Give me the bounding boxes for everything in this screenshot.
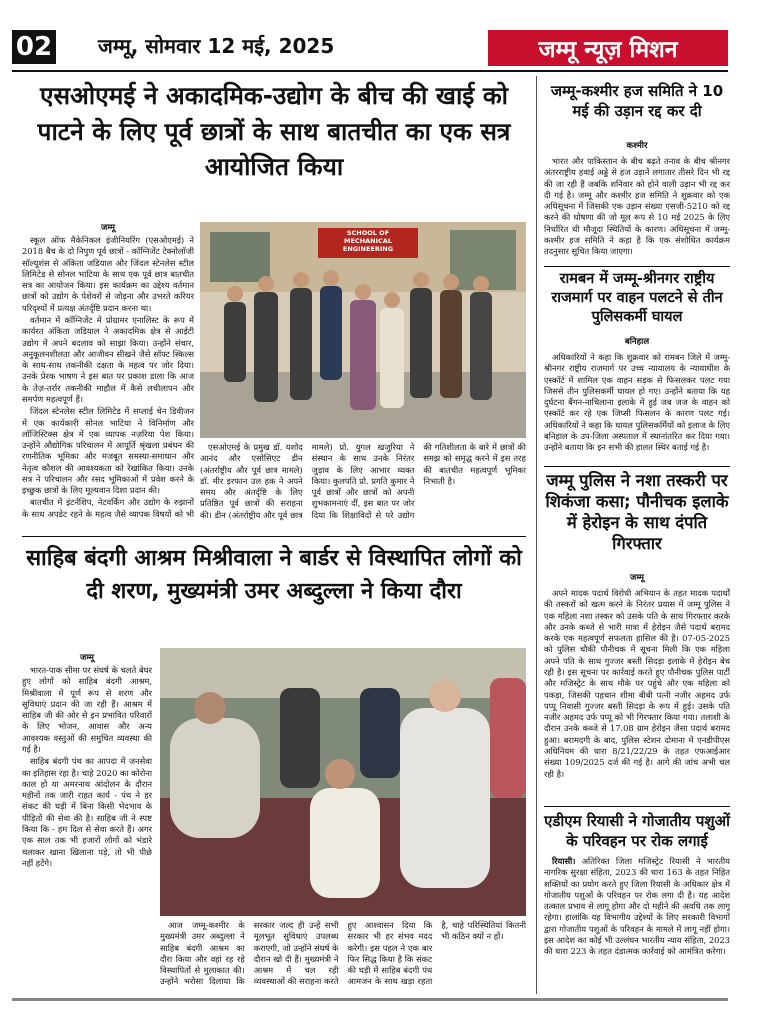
sidebar-body-police: अपने मादक पदार्थ विरोधी अभियान के तहत मादक पदार्थों की तस्करों को खत्म करने के निरंतर प्रयास में जम्मू पुलिस ने एक महिला नशा तस्कर को उसके पति के साथ गिरफ्तार करके और उनके कब्जे से भारी मात्रा में हेरोइन जैसे पदार्थ बरामद करके एक महत्वपूर्ण सफलता हासिल की है। 07-05-2025 को पुलिस चौकी पौनीचक में सूचना मिली कि एक महिला अपने पति के साथ गुज्जर बस्ती सिदड़ा इलाके में हेरोइन बेच रही है। इस सूचना पर कार्रवाई करते हुए पौनीचक पुलिस पार्टी और मजिस्ट्रेट के साथ मौके पर पहुंचे और एक महिला को पकड़ा, जिसकी पहचान शीमा बीबी पत्नी नजीर अहमद उर्फ पप्पू निवासी गुज्जर बस्ती सिदड़ा के रूप में हुई। उसके पति नजीर अहमद उर्फ पप्पू को भी गिरफ्तार किया गया। तलाशी के दौरान उनके कब्जे से 17.08 ग्राम हेरोइन जैसा पदार्थ बरामद हुआ। बरामदगी के बाद, पुलिस स्टेशन दोमाना में एनडीपीएस अधिनियम की धारा 8/21/22/29 के तहत एफआईआर संख्या 109/2025 दर्ज की गई है। आगे की जांच अभी चल रही है। [544,588,730,779]
header-rule [12,70,728,72]
footer-rule [12,998,728,1001]
story1-photo [200,222,526,438]
sidebar-body-hajj: भारत और पाकिस्तान के बीच बढ़ते तनाव के बीच श्रीनगर अंतरराष्ट्रीय हवाई अड्डे से हज उड़ानें लगातार तीसरे दिन भी रद्द की जा रही हैं जबकि शनिवार को होने वाली उड़ान भी रद्द कर दी गई है। जम्मू और कश्मीर हज समिति ने शुक्रवार को एक अधिसूचना में जिसकी एक उड़ान संख्या एसजी-5210 को रद्द करने की घोषणा की जो मूल रूप से 10 मई 2025 के लिए निर्धारित थी मौजूदा स्थितियों के कारण। अधिसूचना में जम्मू-कश्मीर हज समिति ने कहा है कि एक संशोधित कार्यक्रम तदनुसार सूचित किया जाएगा। [544,156,730,257]
story-divider [22,536,526,537]
story2-photo [160,648,526,916]
sidebar-headline-reasi: एडीएम रियासी ने गोजातीय पशुओं के परिवहन पर रोक लगाई [544,812,730,850]
story1-para: बातचीत में इंटर्नशिप, नेटवर्किंग और उद्योग के रुझानों के साथ अपडेट रहने के महत्व जैसे व्यापक विषयों को भी [22,497,194,519]
story1-para: एसओएमई के प्रमुख डॉ. यशोद आनंद और एसोसिएट डीन (अंतर्राष्ट्रीय और पूर्व छात्र मामले) डॉ. मीर इरफान उल हक ने अपने समय और अंतर्दृष्टि के लिए प्रतिष्ठित पूर्व छात्रों की सराहना की। डीन (अंतर्राष्ट्रीय और पूर्व छात्र मामले) प्रो. युगल खजुरिया ने संस्थान के साथ उनके निरंतर जुड़ाव के लिए आभार व्यक्त किया। कुलपति प्रो. प्रगति कुमार ने पूर्व छात्रों और छात्रों को अपनी शुभकामनाएं दीं, इस बात पर जोर दिया कि शिक्षाविदों से परे उद्योग की गतिशीलता के बारे में छात्रों की समझ को समृद्ध करने में इस तरह की बातचीत महत्वपूर्ण भूमिका निभाती है। [200,442,526,520]
sidebar-divider [544,466,730,467]
sidebar-location-police: जम्मू [630,573,644,583]
sidebar-divider [544,806,730,807]
sidebar-headline-hajj: जम्मू-कश्मीर हज समिति ने 10 मई की उड़ान रद्द कर दी [550,82,724,120]
column-divider [536,76,537,994]
sidebar-location-ramban: बनिहाल [624,337,650,347]
story1-text-bottom [200,442,526,528]
story1-location: जम्मू [101,223,115,233]
story1-para: स्कूल ऑफ मैकेनिकल इंजीनियरिंग (एसओएमई) ने 2018 बैच के दो निपुण पूर्व छात्रों - कॉग्निजेंट टेक्नोलॉजी सॉल्यूशंस से अंकिता जडियाल और जिंदल स्टेनलेस स्टील लिमिटेड से सोनल भाटिया के साथ एक पूर्व छात्र बातचीत सत्र का आयोजन किया। इस कार्यक्रम का उद्देश्य वर्तमान छात्रों को उद्योग के पेशेवरों से जोड़ना और उभरते करियर परिदृश्यों में प्रत्यक्ष अंतर्दृष्टि प्रदान करना था। [22,235,194,313]
ashram-visit-photo-illustration [160,648,526,916]
story2-para: भारत-पाक सीमा पर संघर्ष के चलते बेघर हुए लोगों को साहिब बंदगी आश्रम, मिश्रीवाला में पूर्ण रूप से शरण और सुविधाएं प्रदान की जा रही हैं। आश्रम में साहिब जी की ओर से इन प्रभावित परिवारों के लिए भोजन, आवास और अन्य आवश्यक वस्तुओं की समुचित व्यवस्था की गई है। [22,665,152,754]
story2-headline: साहिब बंदगी आश्रम मिश्रीवाला ने बार्डर से विस्थापित लोगों को दी शरण, मुख्यमंत्री उमर अब्दुल्ला ने किया दौरा [26,546,522,604]
story1-text-top [22,222,194,527]
sidebar-body-reasi [544,856,730,990]
story2-para: साहिब बंदगी पंथ का आपदा में जनसेवा का इतिहास रहा है। चाहे 2020 का कोरोना काल हो या अमरनाथ आंदोलन के दौरान महीनों तक जारी राहत कार्य - पंथ ने हर संकट की घड़ी में बिना किसी भेदभाव के पीड़ितों की सेवा की है। साहिब जी ने स्पष्ट किया कि - हम दिल से सेवा करते हैं। अगर एक साल तक भी हजारों लोगों को भंडारे चलाकर खाना खिलाना पड़े, तो भी पीछे नहीं हटेंगे। [22,756,152,868]
sidebar-text-reasi: अतिरिक्त जिला मजिस्ट्रेट रियासी ने भारतीय नागरिक सुरक्षा संहिता, 2023 की धारा 163 के तहत निहित शक्तियों का प्रयोग करते हुए जिला रियासी के अधिकार क्षेत्र में गोजातीय पशुओं के परिवहन पर रोक लगा दी है। यह आदेश तत्काल प्रभाव से लागू होगा और दो महीने की अवधि तक लागू रहेगा। हालांकि यह विभागीय उद्देश्यों के लिए सरकारी विभागों द्वारा गोजातीय पशुओं के परिवहन के मामले में लागू नहीं होगा। इस आदेश का कोई भी उल्लंघन भारतीय न्याय संहिता, 2023 की धारा 223 के तहत दंडात्मक कार्रवाई को आमंत्रित करेगा। [544,856,730,957]
story2-text-left [22,652,152,992]
masthead: जम्मू न्यूज़ मिशन [488,30,728,66]
page-number: 02 [12,30,56,64]
sidebar-headline-police: जम्मू पुलिस ने नशा तस्करी पर शिकंजा कसा; पौनीचक इलाके में हेरोइन के साथ दंपति गिरफ्तार [545,471,729,554]
photo-sign: SCHOOL OF MECHANICAL ENGINEERING [342,229,394,253]
story1-headline: एसओएमई ने अकादमिक-उद्योग के बीच की खाई को पाटने के लिए पूर्व छात्रों के साथ बातचीत का एक सत्र आयोजित किया [37,81,511,182]
story2-para: आज जम्मू-कश्मीर के मुख्यमंत्री उमर अब्दुल्ला ने साहिब बंदगी आश्रम का दौरा किया और वहां रह रहे विस्थापितों से मुलाकात की। उन्होंने भरोसा दिलाया कि सरकार जल्द ही उन्हें सभी मूलभूत सुविधाएं उपलब्ध कराएगी, जो उन्होंने संघर्ष के दौरान खो दी हैं। मुख्यमंत्री ने आश्रम में चल रही व्यवस्थाओं की सराहना करते हुए आश्वासन दिया कि सरकार भी हर संभव मदद करेगी। इस पहल ने एक बार फिर सिद्ध किया है कि संकट की घड़ी में साहिब बंदगी पंथ आमजन के साथ खड़ा रहता है, चाहे परिस्थितियां कितनी भी कठिन क्यों न हों। [160,920,526,987]
sidebar-location-hajj: कश्मीर [626,141,648,151]
sidebar-body-ramban: अधिकारियों ने कहा कि शुक्रवार को रामबन जिले में जम्मू-श्रीनगर राष्ट्रीय राजमार्ग पर उच्च न्यायालय के न्यायाधीश के एस्कॉर्ट में शामिल एक वाहन सड़क से फिसलकर पलट गया जिससे तीन पुलिसकर्मी घायल हो गए। उन्होंने बताया कि यह दुर्घटना बैंगन-नाचिलाना इलाके में हुई जब जज के वाहन को एस्कॉर्ट कर रहे एक जिप्सी फिसलन के कारण पलट गई। अधिकारियों ने कहा कि घायल पुलिसकर्मियों को इलाज के लिए बनिहाल के उप-जिला अस्पताल में स्थानांतरित कर दिया गया। उन्होंने बताया कि इन सभी की हालत स्थिर बताई गई है। [544,352,730,453]
sidebar-headline-ramban: रामबन में जम्मू-श्रीनगर राष्ट्रीय राजमार्ग पर वाहन पलटने से तीन पुलिसकर्मी घायल [551,271,723,325]
dateline: जम्मू, सोमवार 12 मई, 2025 [98,34,335,58]
sidebar-location-reasi: रियासी। [552,856,576,866]
group-photo-illustration [200,222,526,438]
story1-para: वर्तमान में कॉग्निजेंट में प्रोग्रामर एनालिस्ट के रूप में कार्यरत अंकिता जडियाल ने अकादमिक क्षेत्र से आईटी उद्योग में अपने बदलाव को साझा किया। उन्होंने संचार, अनुकूलनशीलता और आजीवन सीखने जैसे सॉफ्ट स्किल्स के साथ-साथ तकनीकी दक्षता के महत्व पर जोर दिया। उनके प्रेरक भाषण ने इस बात पर प्रकाश डाला कि आज के तेज़-तर्रार तकनीकी माहौल में कैसे लचीलापन और समर्पण महत्वपूर्ण हैं। [22,314,194,404]
sidebar-divider [544,266,730,267]
story1-para: जिंदल स्टेनलेस स्टील लिमिटेड में सप्लाई चेन डिवीजन में एक कार्यकारी सोनल भाटिया ने विनिर्माण और लॉजिस्टिक्स क्षेत्र में एक व्यापक नज़रिया पेश किया। उन्होंने औद्योगिक परिचालन में आपूर्ति श्रृंखला प्रबंधन की रणनीतिक भूमिका और मजबूत समस्या-समाधान और नेतृत्व कौशल की आवश्यकता को रेखांकित किया। उनके सत्र ने परिचालन और रसद भूमिकाओं में प्रवेश करने के इच्छुक छात्रों के लिए मूल्यवान दिशा प्रदान की। [22,406,194,496]
story2-text-bottom [160,920,526,992]
story2-location: जम्मू [80,653,94,663]
